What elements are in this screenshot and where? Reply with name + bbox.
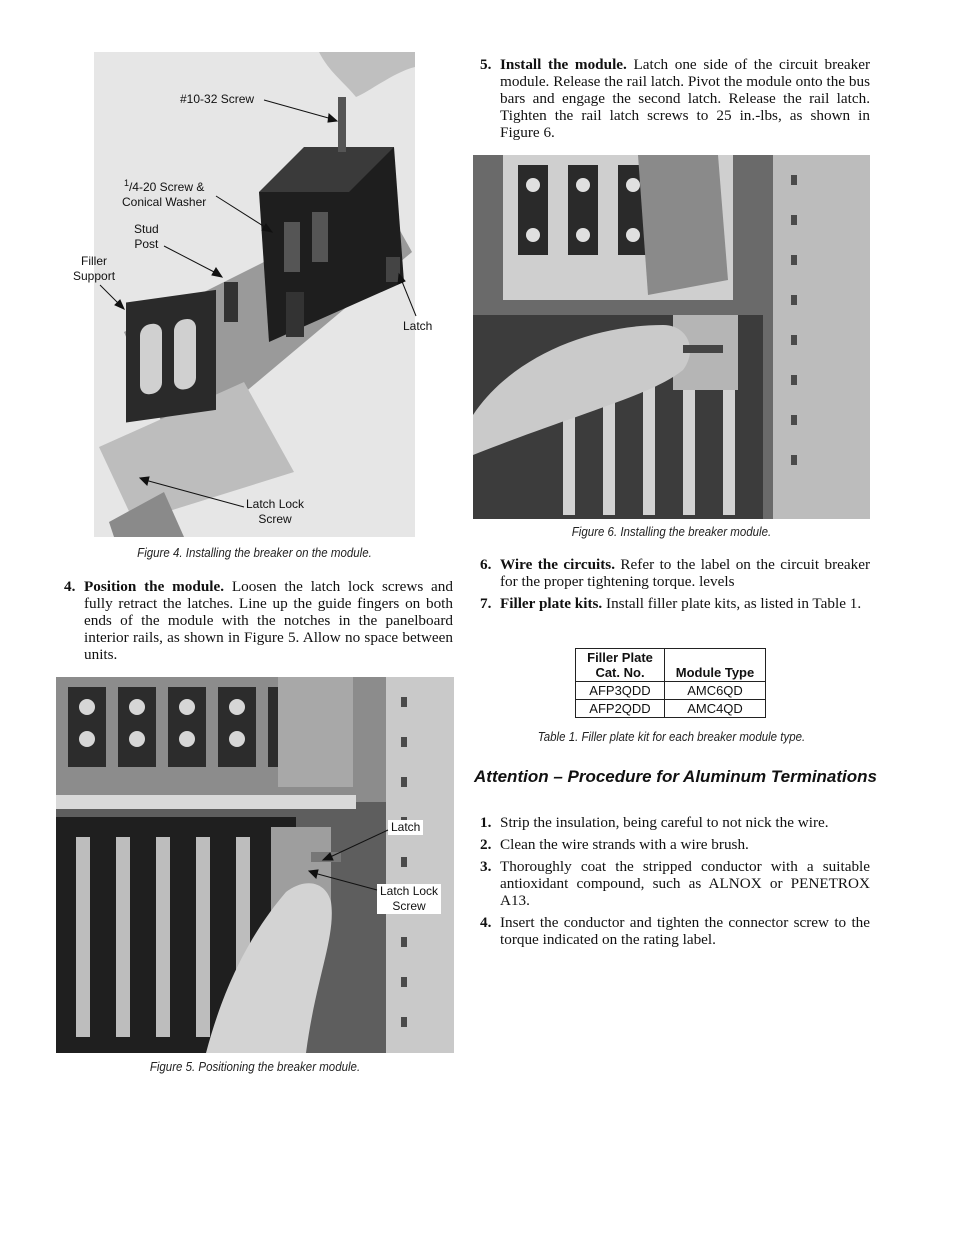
filler-plate-table [575, 648, 766, 718]
callout-post: Post [134, 237, 159, 251]
step-4-number: 4. [64, 578, 76, 595]
aluminum-step-4-text: Insert the conductor and tighten the connector screw to the torque indicated on the rating label. [500, 914, 870, 948]
table-cell-module: AMC4QD [665, 700, 766, 718]
aluminum-step-3-text: Thoroughly coat the stripped conductor with a suitable antioxidant compound, such as ALNOX or PENETROX A13. [500, 858, 870, 909]
step-5-title: Install the module. [500, 56, 627, 73]
fraction-numerator: 1 [123, 178, 129, 188]
callout-screw-fig5: Screw [392, 899, 426, 913]
step-4-title: Position the module. [84, 578, 225, 595]
aluminum-step-4-number: 4. [480, 914, 492, 931]
callout-latch-fig5: Latch [388, 820, 423, 835]
aluminum-step-2 [480, 836, 870, 853]
callout-latch-fig4: Latch [403, 319, 433, 333]
callout-stud: Stud [134, 222, 159, 236]
step-6 [480, 556, 870, 590]
callout-latch-lock-fig5: Latch Lock [380, 884, 439, 898]
table-cell-cat: AFP3QDD [576, 682, 665, 700]
step-7-text: Install filler plate kits, as listed in Table 1. [602, 595, 862, 612]
table-header-cat-no [576, 649, 665, 682]
table-cell-module: AMC6QD [665, 682, 766, 700]
figure-6-caption: Figure 6. Installing the breaker module. [571, 525, 772, 539]
callout-screw: Screw [258, 512, 292, 526]
step-5-number: 5. [480, 56, 492, 73]
callout-quarter-screw-text: /4-20 Screw & [128, 180, 205, 194]
aluminum-step-4 [480, 914, 870, 948]
table-header-cat-line2: Cat. No. [595, 665, 645, 680]
step-7-title: Filler plate kits. [500, 595, 603, 612]
aluminum-step-2-text: Clean the wire strands with a wire brush. [500, 836, 749, 853]
aluminum-section-title: Attention – Procedure for Aluminum Terminations [474, 767, 877, 786]
figure-4-caption: Figure 4. Installing the breaker on the module. [137, 546, 372, 560]
table-header-module-type: Module Type [665, 649, 766, 682]
step-7-number: 7. [480, 595, 492, 612]
table-header-row [576, 649, 766, 682]
table-1-caption: Table 1. Filler plate kit for each breaker module type. [537, 730, 806, 744]
callout-conical-washer: Conical Washer [122, 195, 207, 209]
aluminum-step-1-text: Strip the insulation, being careful to not nick the wire. [500, 814, 829, 831]
callout-latch-lock: Latch Lock [246, 497, 305, 511]
table-row [576, 700, 766, 718]
step-6-text: Refer to the label on the circuit breaker for the proper tightening torque. levels [500, 556, 870, 590]
aluminum-step-2-number: 2. [480, 836, 492, 853]
step-4-text: Loosen the latch lock screws and fully retract the latches. Line up the guide fingers on both ends of the module with the notches in the panelboard interior rails, as shown in Figure 5. Allow no space between units. [84, 578, 453, 663]
step-6-number: 6. [480, 556, 492, 573]
aluminum-step-3 [480, 858, 870, 909]
table-row [576, 682, 766, 700]
table-cell-cat: AFP2QDD [576, 700, 665, 718]
step-5 [480, 56, 870, 141]
callout-1032-screw: #10-32 Screw [180, 92, 255, 106]
callout-filler: Filler [81, 254, 108, 268]
step-6-title: Wire the circuits. [500, 556, 616, 573]
step-7 [480, 595, 870, 612]
aluminum-step-1-number: 1. [480, 814, 492, 831]
figure-5-caption: Figure 5. Positioning the breaker module. [149, 1060, 361, 1074]
callout-support: Support [73, 269, 116, 283]
figure-6-photo [473, 155, 870, 519]
step-5-text: Latch one side of the circuit breaker module. Release the rail latch. Pivot the module onto the bus bars and engage the second latch. Release the rail latch. Tighten the rail latch screws to 25 in.-lbs, as shown in Figure 6. [500, 56, 870, 141]
table-header-cat-line1: Filler Plate [587, 650, 653, 665]
aluminum-step-3-number: 3. [480, 858, 492, 875]
aluminum-step-1 [480, 814, 870, 831]
